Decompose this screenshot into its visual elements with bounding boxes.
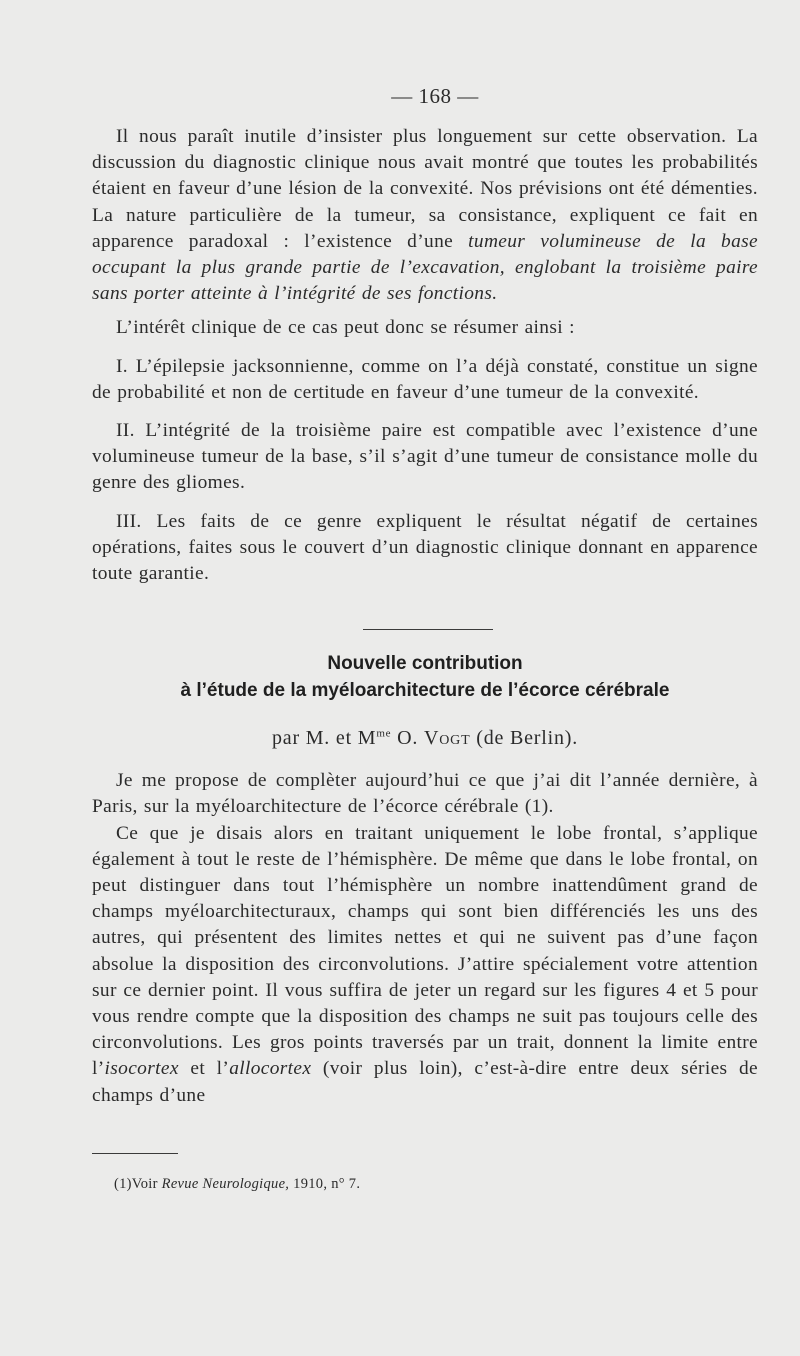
author-par: par M. et M <box>271 727 377 750</box>
paragraph-observation-italic: tumeur volumineuse de la base occupant la plus grande partie de l’excavation, englobant la troisième paire sans porter atteinte à l’intégrité de ses fonctions. <box>92 230 759 305</box>
author-name: Vogt <box>424 727 471 750</box>
footnote-text-b: 1910, n° 7. <box>289 1175 361 1192</box>
body-paragraph-1: Je me propose de complèter aujourd’hui ce que j’ai dit l’année dernière, à Paris, sur la myéloarchitecture de l’écorce cérébrale (1). <box>92 770 758 818</box>
author-sup: me <box>376 727 392 740</box>
author-initial: O. <box>391 727 425 750</box>
paragraph-observation-text: Il nous paraît inutile d’insister plus longuement sur cette observation. La discussion du diagnostic clinique nous avait montré que toutes les probabilités étaient en faveur d’une lésion de la convexité. Nos prévisions ont été démenties. La nature particulière de la tumeur, sa consistance, expliquent ce fait en apparence paradoxal : l’existence d’une <box>92 126 758 252</box>
footnote-journal: Revue Neurologique, <box>161 1175 290 1192</box>
term-allocortex: allocortex <box>229 1058 312 1080</box>
article-author <box>92 724 758 752</box>
body-paragraph-2-text-b: et l’ <box>178 1058 230 1080</box>
body-paragraph-2-text-c: (voir plus loin), c’est-à-dire entre deux séries de champs d’une <box>92 1058 758 1106</box>
article-title-line-1: Nouvelle contribution <box>327 653 523 675</box>
body-paragraph-2 <box>92 821 758 1109</box>
article-title-line-2: à l’étude de la myéloarchitecture de l’écorce cérébrale <box>180 680 670 702</box>
section-divider <box>363 629 493 630</box>
footnote-rule <box>92 1153 178 1154</box>
footnote-text-a: (1)Voir <box>114 1175 162 1192</box>
body-paragraph-2-text-a: Ce que je disais alors en traitant uniquement le lobe frontal, s’applique également à tout le reste de l’hémisphère. De même que dans le lobe frontal, on peut distinguer dans tout l’hémisphère un nombre inattendûment grand de champs myéloarchitecturaux, champs qui sont bien différenciés les uns des autres, qui présentent des limites nettes et qui ne suivent pas d’une façon absolue la disposition des circonvolutions. J’attire spécialement votre attention sur ce dernier point. Il vous suffira de jeter un regard sur les figures 4 et 5 pour vous rendre compte que la disposition des champs ne suit pas toujours celle des circonvolutions. Les gros points traversés par un trait, donnent la limite entre l’ <box>92 822 758 1080</box>
paragraph-observation <box>92 124 758 307</box>
paragraph-summary-intro: L’intérêt clinique de ce cas peut donc se résumer ainsi : <box>116 317 575 339</box>
footnote <box>114 1174 758 1194</box>
term-isocortex: isocortex <box>104 1058 179 1080</box>
page-content <box>92 82 758 1194</box>
summary-point-2: II. L’intégrité de la troisième paire est compatible avec l’existence d’une volumineuse tumeur de la base, s’il s’agit d’une tumeur de consistance molle du genre des gliomes. <box>92 420 758 494</box>
author-location: (de Berlin). <box>470 727 579 750</box>
summary-point-3: III. Les faits de ce genre expliquent le résultat négatif de certaines opérations, faites sous le couvert d’un diagnostic clinique donnant en apparence toute garantie. <box>92 510 758 585</box>
summary-point-1: I. L’épilepsie jacksonnienne, comme on l’a déjà constaté, constitue un signe de probabilité et non de certitude en faveur d’une tumeur de la convexité. <box>92 355 758 403</box>
page-number: — 168 — <box>391 84 479 108</box>
